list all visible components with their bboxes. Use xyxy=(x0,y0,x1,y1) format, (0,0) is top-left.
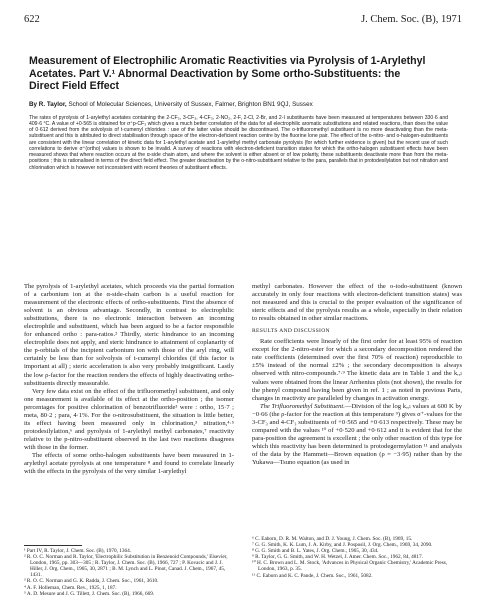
paragraph-trifluoromethyl xyxy=(252,403,462,467)
paragraph-intro: The pyrolysis of 1-arylethyl acetates, which proceeds via the partial formation of a carbonium ion at the α-side-chain carbon is a useful reaction for measurement of the electronic effects of ortho-substituents. First the absence of solvent is an obvious advantage. Secondly, in contrast to electrophilic substitutions, there is no electronic interaction between an incoming electrophile and substituent, which has been argued to be a factor responsible for enhanced ortho : para-ratios.² Thirdly, steric hindrance to an incoming electrophile does not apply, and steric hindrance to attainment of coplanarity of the p-orbitals of the incipient carbonium ion with those of the aryl ring, will certainly be less than for solvolysis of t-cumenyl chlorides (if this factor is important at all) ; steric acceleration is also very probably insignificant. Lastly the low ρ-factor for the reaction renders the effects of highly deactivating ortho-substituents directly measurable. xyxy=(24,283,234,387)
right-footnotes xyxy=(252,536,462,579)
journal-citation: J. Chem. Soc. (B), 1971 xyxy=(361,14,462,25)
footnote-list xyxy=(24,548,234,597)
footnote-item: ⁷ G. G. Smith, K. K. Lum, J. A. Kirby, and J. Posposil, J. Org. Chem., 1969, 34, 2090. xyxy=(252,542,433,549)
subsection-lead: The Trifluoromethyl Substituent. xyxy=(260,402,345,410)
footnote-item: ¹⁰ H. C. Brown and L. M. Stock, 'Advances in Physical Organic Chemistry,' Academic Press, London, 1963, p. 35. xyxy=(252,560,448,573)
footnote-list xyxy=(252,536,462,579)
article-title: Measurement of Electrophilic Aromatic Reactivities via Pyrolysis of 1-Arylethyl Acetates. Part V.¹ Abnormal Deactivation by Some ortho-Substituents: the Direct Field Effect xyxy=(29,55,426,92)
right-column xyxy=(252,283,462,476)
paragraph-trifluoromethyl-background: Very few data exist on the effect of the trifluoromethyl substituent, and only one measurement is available of its effect at the ortho-position ; the isomer percentages for positive chlorination of benzotrifluoride³ were : ortho, 15·7 ; meta, 80·2 ; para, 4·1%. For the o-nitrosubstituent, the situation is little better, its effect having been measured only in chlorination,³ nitration,⁴·⁵ protodesilylation,⁶ and pyrolysis of 1-arylethyl methyl carbonates,⁷ reactivity relative to the p-nitro-substituent observed in the last two reactions disagrees with those in the former. xyxy=(24,387,234,451)
footnote-item: ⁴ A. F. Holleman, Chem. Rev., 1925, 1, 187. xyxy=(24,584,117,591)
journal-page xyxy=(24,14,462,597)
left-footnotes xyxy=(24,542,234,597)
abstract: The rates of pyrolysis of 1-arylethyl acetates containing the 2-CF₃, 3-CF₃, 4-CF₃, 2-NO₂, 2-F, 2-Cl, 2-Br, and 2-I substituents have been measured at temperatures between 330·6 and 409·6 °C. A value of +0·565 is obtained for σ⁺p-CF₃ which gives a much better correlation of the data for all electrophilic aromatic substitutions and related reactions, than does the value of 0·612 derived from the solvolysis of t-cumenyl chlorides : use of the latter value should be discontinued. The o-trifluoromethyl substituent is no more deactivating than the meta-substituent and this is attributed to direct stabilisation through space of the electron-deficient reaction centre by the fluorine lone pair. The effect of the o-nitro- and o-halogen-substituents are consistent with the linear correlation of kinetic data for 1-arylethyl acetate and 1-arylethyl methyl carbonate pyrolysis (for which further evidence is given) but the recent use of such correlations to derive σ⁺(ortho) values is shown to be invalid. A survey of reactions with electron-deficient transition states for which the ortho-halogen substituent effects have been measured shows that where reaction occurs at the α-side chain atom, and where the solvent is either absent or of low polarity, these substituents deactivate more than from the meta-positions ; this is rationalised in terms of the direct field effect. The greater deactivation by the o-nitro-substituent relative to the para, parallels that in protodesilylation but not nitration and chlorination which is however not inconsistent with recent theories of substituent effects. xyxy=(29,114,448,171)
footnote-item: ⁸ G. G. Smith and B. L. Yates, J. Org. Chem., 1965, 30, 434. xyxy=(252,548,379,555)
footnote-item: ³ R. O. C. Norman and G. K. Radda, J. Chem. Soc., 1961, 3610. xyxy=(24,578,159,585)
paragraph-rate-coefficients: Rate coefficients were linearly of the first order for at least 95% of reaction except for the 2-nitro-ester for which a secondary decomposition rendered the rate coefficients (determined over the first 70% of reaction) reproducible to ±5% instead of the normal ±2% ; the secondary decomposition is always observed with nitro-compounds.⁷·⁹ The kinetic data are in Table 1 and the kᵣₑₗ values were obtained from the linear Arrhenius plots (not shown), the results for the phenyl compound having been given in ref. 1 ; as noted in previous Parts, changes in reactivity are paralleled by changes in activation energy. xyxy=(252,338,462,402)
footnote-item: ⁵ A. D. Mesure and J. G. Tillett, J. Chem. Soc. (B), 1966, 669. xyxy=(24,590,155,597)
footnote-divider xyxy=(24,545,82,546)
footnote-item: ² R. O. C. Norman and R. Taylor, 'Electrophilic Substitution in Benzenoid Compounds,' Elsevier, London, 1965, pp. 303—305 ; R. Taylor, J. Chem. Soc. (B), 1966, 727 ; P. Kovacic and J. J. Hiller, J. Org. Chem., 1965, 30, 2871 ; B. M. Lynch and L. Pinot, Canad. J. Chem., 1967, 45, 1431. xyxy=(24,554,228,579)
section-heading: RESULTS AND DISCUSSION xyxy=(252,328,330,335)
footnote-item: ⁹ R. Taylor, G. G. Smith, and W. H. Wetzel, J. Amer. Chem. Soc., 1962, 84, 4817. xyxy=(252,554,423,561)
subsection-body: —Division of the log kᵣₑₗ values at 600 K by −0·66 (the ρ-factor for the reaction at this temperature ⁹) gives σ⁺-values for the 3-CF₃ and 4-CF₃ substituents of +0·565 and +0·613 respectively. These may be compared with the values ¹⁰ of +0·520 and +0·612 and it is evident that for the para-position the agreement is excellent ; the only other reaction of this type for which this reactivity has been determined is protodegermylation ¹¹ and analysis of the data by the Hammett—Brown equation (ρ = −3·95) rather than by the Yukawa—Tsuno equation (as used in xyxy=(252,402,462,466)
footnote-item: ¹¹ C. Eaborn and K. C. Pande, J. Chem. Soc., 1961, 5082. xyxy=(252,572,373,579)
author-byline: By R. Taylor, xyxy=(29,100,67,108)
body-columns xyxy=(24,283,462,476)
author-affiliation: School of Molecular Sciences, University of Sussex, Falmer, Brighton BN1 9QJ, Sussex xyxy=(68,100,313,108)
paragraph-continuation: methyl carbonates. However the effect of the o-iodo-substituent (known accurately in only four reactions with electron-deficient transition states) was not measured and this is crucial to the proper evaluation of the significance of steric effects and of the pyrolysis results as a whole, especially in their relation to results obtained in other similar reactions. xyxy=(252,283,462,323)
footnote-item: ⁶ C. Eaborn, D. R. M. Walton, and D. J. Young, J. Chem. Soc. (B), 1969, 15. xyxy=(252,536,413,542)
author-line xyxy=(24,101,462,108)
footnote-item: ¹ Part IV, R. Taylor, J. Chem. Soc. (B), 1970, 1364. xyxy=(24,548,132,554)
left-column xyxy=(24,283,234,476)
page-number: 622 xyxy=(24,14,40,25)
running-header xyxy=(24,14,462,28)
paragraph-ortho-halogen: The effects of some ortho-halogen substituents have been measured in 1-arylethyl acetate pyrolysis at one temperature ⁸ and found to correlate linearly with the effects in the pyrolysis of the very similar 1-arylethyl xyxy=(24,451,234,476)
